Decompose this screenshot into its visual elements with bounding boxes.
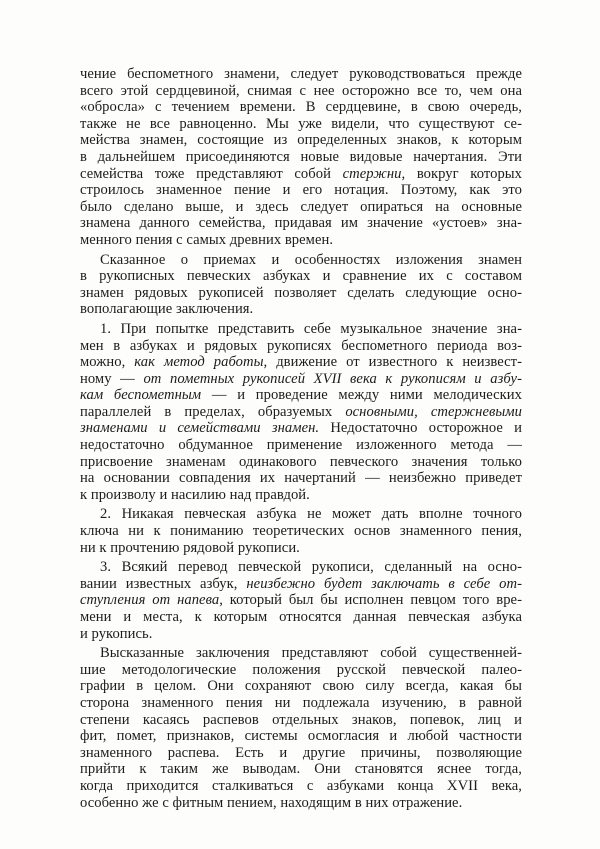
text-run: было сделано выше, и здесь следует опираться на основные (80, 198, 522, 215)
text-run: 2. Никакая певческая азбука не может дать вполне точного (100, 506, 522, 523)
text-run: параллелей в пределах, образуемых (80, 403, 346, 420)
text-line (80, 745, 522, 762)
text-line (80, 678, 522, 695)
text-run: «обросла» с течением времени. В сердцевине, в свою очередь, (80, 99, 522, 116)
text-run: мени и места, к которым относятся данная певческая азбука (80, 609, 522, 625)
text-line (80, 592, 522, 609)
text-line (80, 712, 522, 729)
text-line (80, 454, 522, 471)
text-line (80, 559, 522, 576)
text-line (80, 338, 522, 355)
text-run: в дальнейшем присоединяются новые видовые начертания. Эти (80, 148, 522, 165)
text-run: в рукописных певческих азбуках и сравнение их с составом (80, 268, 522, 285)
text-line (80, 437, 522, 454)
text-line (80, 132, 522, 149)
text-run: ступления от напева, (80, 592, 223, 609)
text-run: чение беспометного знамени, следует руководствоваться прежде (80, 66, 522, 82)
text-line (80, 761, 522, 778)
text-run: Высказанные заключения представляют собой существенней- (100, 645, 522, 662)
text-run: мейства знамен, состоящие из определенных знаков, к которым (80, 132, 522, 149)
text-line (80, 166, 522, 183)
text-line (80, 99, 522, 116)
text-run: степени касаясь распевов отдельных знаков, попевок, лиц и (80, 711, 522, 728)
text-run: сторона знаменного пения ни подлежала изучению, в равной (80, 694, 522, 711)
text-line (80, 626, 522, 643)
text-line (80, 301, 522, 318)
text-line (80, 695, 522, 712)
text-run: присвоение знаменам одинакового певческого значения только (80, 453, 522, 470)
text-line (80, 470, 522, 487)
text-line (80, 116, 522, 133)
text-line (80, 66, 522, 83)
text-run: фит, помет, признаков, системы осмогласия и любой частности (80, 728, 522, 745)
text-line (80, 506, 522, 523)
text-run: 3. Всякий перевод певческой рукописи, сделанный на осно- (100, 559, 522, 576)
text-run: на основании совпадения их начертаний — неизбежно приведет (80, 470, 522, 487)
text-run: недостаточно обдуманное применение изложенного метода — (80, 437, 522, 454)
text-run: особенно же с фитным пением, находящим в них отражение. (80, 794, 463, 811)
text-run: от пометных рукописей XVII века к рукописям и азбу- (143, 370, 522, 387)
paragraph-5 (80, 559, 522, 642)
text-run: вокруг которых (405, 165, 522, 182)
text-line (80, 149, 522, 166)
text-run: Сказанное о приемах и особенностях изложения знамен (100, 251, 522, 268)
text-run: графии в целом. Они сохраняют свою силу всегда, какая бы (80, 678, 522, 695)
text-line (80, 215, 522, 232)
text-line (80, 354, 522, 371)
text-line (80, 662, 522, 679)
paragraph-2 (80, 252, 522, 318)
text-run: знаменами и семействами знамен. (80, 420, 320, 437)
text-line (80, 487, 522, 504)
text-run: всего этой сердцевиной, снимая с нее осторожно все то, чем она (80, 82, 522, 99)
text-run: мен в азбуках и рядовых рукописях беспометного периода воз- (80, 337, 522, 354)
text-line (80, 387, 522, 404)
text-line (80, 268, 522, 285)
text-line (80, 252, 522, 269)
text-run: — и проведение между ними мелодических (201, 387, 522, 404)
text-line (80, 182, 522, 199)
text-line (80, 728, 522, 745)
text-run: прийти к таким же выводам. Они становятся яснее тогда, (80, 761, 522, 778)
text-run: который был бы исполнен певцом того вре- (222, 592, 522, 609)
text-line (80, 523, 522, 540)
text-run: ни к прочтению рядовой рукописи. (80, 539, 300, 556)
text-run: вании известных азбук, (80, 575, 247, 592)
text-line (80, 778, 522, 795)
text-line (80, 795, 522, 812)
text-run: знаменного распева. Есть и другие причины, позволяющие (80, 744, 522, 761)
paragraph-3 (80, 321, 522, 504)
text-run: движение от известного к неизвест- (267, 354, 522, 371)
paragraph-1 (80, 66, 522, 249)
text-run: ключа ни к пониманию теоретических основ знаменного пения, (80, 523, 522, 540)
text-run: как метод работы, (134, 354, 268, 371)
text-run: когда приходится сталкиваться с азбуками конца XVII века, (80, 777, 522, 794)
text-line (80, 576, 522, 593)
text-line (80, 199, 522, 216)
text-line (80, 609, 522, 626)
text-run: знамен рядовых рукописей позволяет сделать следующие осно- (80, 284, 522, 301)
text-run: вополагающие заключения. (80, 301, 254, 318)
text-column (80, 66, 522, 811)
text-run: шие методологические положения русской певческой палео- (80, 661, 522, 678)
text-run: ному — (80, 370, 144, 387)
text-run: неизбежно будет заключать в себе от- (246, 575, 522, 592)
text-run: можно, (80, 354, 135, 371)
text-run: менного пения с самых древних времен. (80, 231, 334, 248)
text-run: Недостаточно осторожное и (319, 420, 522, 437)
paragraph-6 (80, 645, 522, 811)
text-line (80, 404, 522, 421)
text-line (80, 83, 522, 100)
text-run: стержни, (342, 165, 406, 182)
text-line (80, 371, 522, 388)
text-line (80, 285, 522, 302)
text-line (80, 232, 522, 249)
text-run: семейства тоже представляют собой (80, 165, 343, 182)
text-run: кам беспометным (80, 387, 202, 404)
text-run: также не все равноценно. Мы уже видели, что существуют се- (80, 115, 522, 132)
text-run: и рукопись. (80, 625, 153, 642)
text-line (80, 321, 522, 338)
text-line (80, 420, 522, 437)
text-run: к произволу и насилию над правдой. (80, 486, 310, 503)
text-line (80, 540, 522, 557)
text-run: основными, стержневыми (345, 403, 522, 420)
text-run: строилось знаменное пение и его нотация. Поэтому, как это (80, 182, 522, 199)
paragraph-4 (80, 506, 522, 556)
text-line (80, 645, 522, 662)
text-run: знамена данного семейства, придавая им значение «устоев» зна- (80, 215, 522, 232)
text-run: 1. При попытке представить себе музыкальное значение зна- (100, 320, 522, 337)
